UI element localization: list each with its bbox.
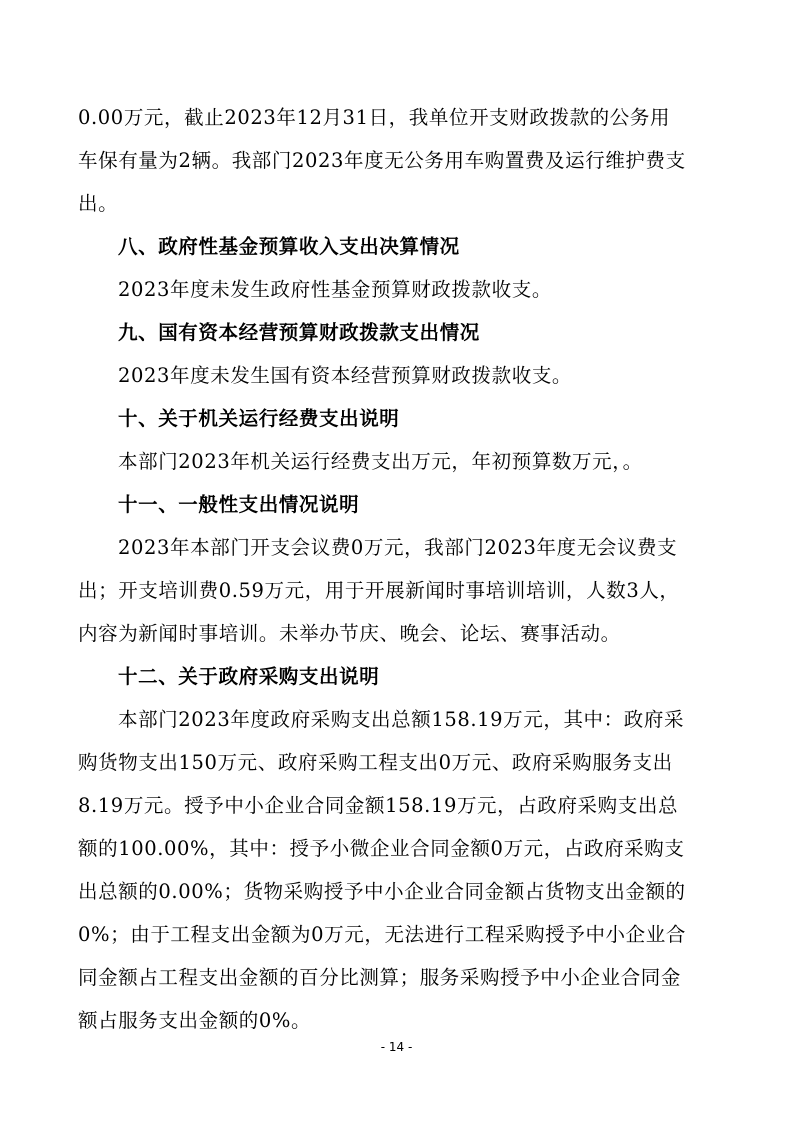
paragraph-line: 8.19万元。授予中小企业合同金额158.19万元，占政府采购支出总 <box>78 794 679 817</box>
paragraph-line: 本部门2023年机关运行经费支出万元，年初预算数万元，。 <box>118 450 643 473</box>
paragraph-line: 0.00万元，截止2023年12月31日，我单位开支财政拨款的公务用 <box>78 106 671 129</box>
paragraph-line: 本部门2023年度政府采购支出总额158.19万元，其中：政府采 <box>118 708 685 731</box>
paragraph-line: 车保有量为2辆。我部门2023年度无公务用车购置费及运行维护费支 <box>78 149 686 172</box>
paragraph-line: 购货物支出150万元、政府采购工程支出0万元、政府采购服务支出 <box>78 751 673 774</box>
page-number: - 14 - <box>380 1040 413 1054</box>
section-heading-9: 九、国有资本经营预算财政拨款支出情况 <box>118 321 480 344</box>
section-heading-12: 十二、关于政府采购支出说明 <box>118 665 380 688</box>
paragraph-line: 2023年度未发生政府性基金预算财政拨款收支。 <box>118 278 552 301</box>
paragraph-line: 出总额的0.00%；货物采购授予中小企业合同金额占货物支出金额的 <box>78 880 686 903</box>
paragraph-line: 额的100.00%，其中：授予小微企业合同金额0万元，占政府采购支 <box>78 837 685 860</box>
paragraph-line: 0%；由于工程支出金额为0万元，无法进行工程采购授予中小企业合 <box>78 923 686 946</box>
paragraph-line: 2023年本部门开支会议费0万元，我部门2023年度无会议费支 <box>118 536 678 559</box>
paragraph-line: 2023年度未发生国有资本经营预算财政拨款收支。 <box>118 364 573 387</box>
paragraph-line: 出；开支培训费0.59万元，用于开展新闻时事培训培训，人数3人， <box>78 579 680 602</box>
paragraph-line: 额占服务支出金额的0%。 <box>78 1009 312 1032</box>
section-heading-10: 十、关于机关运行经费支出说明 <box>118 407 400 430</box>
section-heading-8: 八、政府性基金预算收入支出决算情况 <box>118 235 460 258</box>
paragraph-line: 同金额占工程支出金额的百分比测算；服务采购授予中小企业合同金 <box>78 966 682 989</box>
document-page <box>78 96 718 1042</box>
paragraph-line: 出。 <box>78 192 119 215</box>
section-heading-11: 十一、一般性支出情况说明 <box>118 493 360 516</box>
paragraph-line: 内容为新闻时事培训。未举办节庆、晚会、论坛、赛事活动。 <box>78 622 621 645</box>
